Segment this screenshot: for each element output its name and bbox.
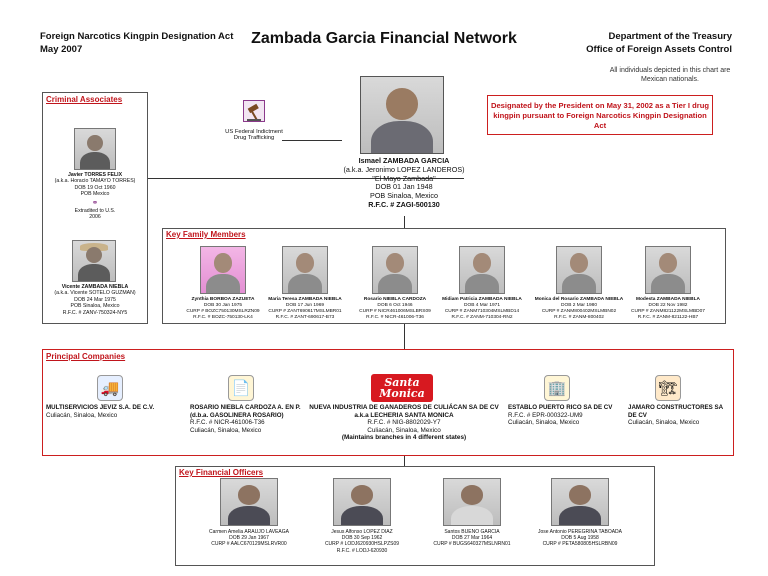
principal-rfc: R.F.C. # ZAGI-500130 [368,199,440,209]
connector-principal-down [404,216,405,228]
company-1 [46,404,196,419]
officer-curp: CURP # BUGS640327MSLNRN01 [433,541,511,548]
company-location: Culiacán, Sinaloa, Mexico [367,426,441,434]
company-location: Culiacán, Sinaloa, Mexico [46,411,118,419]
company-5 [628,404,732,427]
company-2 [190,404,320,434]
officers-label: Key Financial Officers [179,468,264,477]
company-4 [508,404,618,427]
officer-photo [551,478,609,526]
associate-caption-1 [44,172,146,220]
officer-name: Jesus Alfonso LOPEZ DIAZ [331,529,393,535]
officer-photo [333,478,391,526]
officer-curp: CURP # LODJ620930HSLPZS09 [324,541,400,548]
principal-aka: (a.k.a. Jeronimo LOPEZ LANDEROS) [343,164,465,174]
family-dob: DOB 30 Jan 1975 [203,303,243,308]
office-name: Office of Foreign Assets Control [586,44,732,55]
truck-icon: 🚚 [97,375,123,401]
officer-dob: DOB 5 Aug 1958 [561,535,599,542]
family-curp: CURP # NICR461006MSLBRS09 [359,309,431,314]
company-dba: (d.b.a. GASOLINERA ROSARIO) [190,411,284,419]
officer-photo [220,478,278,526]
principal-photo [360,76,444,154]
company-name: JAMARO CONSTRUCTORES SA DE CV [628,404,723,419]
construction-icon: 🏗 [655,375,681,401]
associate-name: Vicente ZAMBADA NIEBLA [61,284,129,290]
document-icon: 📄 [228,375,254,401]
company-aka: a.k.a LECHERIA SANTA MONICA [354,411,454,419]
handcuffs-icon: ⚭ [91,197,99,207]
family-caption [436,297,528,321]
chart-title: Zambada Garcia Financial Network [251,30,517,47]
designation-callout: Designated by the President on May 31, 2002 as a Tier I drug kingpin pursuant to Foreign Narcotics Kingpin Designation Act [487,95,713,135]
officer-name: Jose Antonio PEREGRINA TABOADA [537,529,623,535]
associate-pob: POB Mexico [80,191,110,198]
associate-photo-1 [74,128,116,170]
family-rfc: R.F.C. # NICR-461006-T36 [366,315,424,320]
family-caption [531,297,627,321]
family-curp: CURP # BOZC750130MSLRZN09 [186,309,260,314]
family-name: Rosario NIEBLA CARDOZA [363,297,427,302]
family-photo [645,246,691,294]
company-rfc: R.F.C. # NIG-8802029-Y7 [367,419,441,427]
officer-caption [312,529,412,554]
principal-dob: DOB 01 Jan 1948 [375,182,433,192]
connector-center-spine [404,324,405,349]
family-name: Zynthia BORBOA ZAZUETA [191,297,255,302]
header-right [586,30,732,56]
act-name: Foreign Narcotics Kingpin Designation Act [40,31,234,42]
family-curp: CURP # ZANT690617MSLMBR01 [268,309,342,314]
company-rfc: R.F.C. # EPR-000322-UM9 [508,411,583,419]
family-name: Modesta ZAMBADA NIEBLA [635,297,701,302]
family-rfc: R.F.C. # ZANM-821122-HB7 [637,315,699,320]
officer-dob: DOB 29 Jan 1967 [229,535,269,542]
principal-caption [320,157,488,210]
officer-rfc: R.F.C. # LODJ-620930 [336,547,388,554]
principal-nickname: "El Mayo Zambada" [372,173,436,183]
company-3 [306,404,502,442]
associate-aka: (a.k.a. Horacio TAMAYO TORRES) [54,178,136,185]
indictment-caption [214,129,294,142]
connector-companies-officers [404,456,405,466]
officer-caption [530,529,630,548]
company-location: Culiacán, Sinaloa, Mexico [508,419,580,427]
associate-rfc: R.F.C. # ZANV-750324-NY5 [62,309,128,316]
associate-pob: POB Sinaloa, Mexico [70,303,120,310]
criminal-associates-label: Criminal Associates [46,95,123,104]
principal-pob: POB Sinaloa, Mexico [370,191,438,201]
officer-curp: CURP # AALC670129MSLRVR00 [211,541,287,548]
family-photo [459,246,505,294]
associate-aka: (a.k.a. Vicente SOTELO GUZMAN) [54,290,136,297]
company-rfc: R.F.C. # NICR-461006-T36 [190,419,265,427]
family-caption [262,297,348,321]
officer-curp: CURP # PETA580805HSLRBN09 [542,541,618,548]
associate-status: Extradited to U.S. [74,207,116,214]
family-rfc: R.F.C. # ZANM-800402 [554,315,604,320]
associate-dob: DOB 19 Oct 1960 [74,184,116,191]
indictment-line1: US Federal Indictment [225,129,283,135]
company-location: Culiacán, Sinaloa, Mexico [628,419,700,427]
gavel-icon [243,100,265,122]
family-caption [180,297,266,321]
family-name: Maria Teresa ZAMBADA NIEBLA [268,297,342,302]
indictment-line2: Drug Trafficking [233,135,275,142]
family-name: Midiam Patricia ZAMBADA NIEBLA [442,297,522,302]
family-rfc: R.F.C. # ZANM-710304-RN2 [451,315,513,320]
officer-caption [199,529,299,548]
family-label: Key Family Members [166,230,246,239]
company-name: ESTABLO PUERTO RICO SA DE CV [508,404,613,411]
family-name: Monica del Rosario ZAMBADA NIEBLA [534,297,624,302]
agency-name: Department of the Treasury [608,31,732,42]
family-photo [556,246,602,294]
act-date: May 2007 [40,44,83,55]
companies-label: Principal Companies [46,352,126,361]
family-curp: CURP # ZANM710304MSLMBD14 [444,309,520,314]
family-rfc: R.F.C. # BOZC-750130-LK4 [193,315,253,320]
company-location: Culiacán, Sinaloa, Mexico [190,426,262,434]
officer-dob: DOB 30 Sep 1962 [341,535,383,542]
family-photo [372,246,418,294]
company-name: ROSARIO NIEBLA CARDOZA A. EN P. [190,404,301,411]
officer-caption [422,529,522,548]
family-dob: DOB 17 Jun 1969 [285,303,325,308]
family-photo [282,246,328,294]
officer-photo [443,478,501,526]
associate-status-year: 2006 [89,214,101,221]
family-rfc: R.F.C. # ZANT-690617-B73 [275,315,335,320]
family-dob: DOB 22 Nov 1982 [648,303,688,308]
associate-dob: DOB 24 Mar 1975 [74,296,116,303]
family-caption [625,297,711,321]
santa-monica-logo: Santa Monica [371,374,433,402]
associate-caption-2 [44,284,146,316]
associate-photo-2 [72,240,116,282]
officer-name: Carmen Amelia ARAUJO LAVEAGA [209,529,289,535]
building-icon: 🏢 [544,375,570,401]
family-caption [352,297,438,321]
family-curp: CURP # ZANM800402MSLMBN02 [541,309,617,314]
officer-dob: DOB 27 Mar 1964 [451,535,493,542]
family-dob: DOB 2 Mar 1980 [561,303,597,308]
nationality-note: All individuals depicted in this chart are Mexican nationals. [609,67,731,83]
company-name: MULTISERVICIOS JEVIZ S.A. DE C.V. [46,404,155,411]
associate-name: Javier TORRES FELIX [67,172,123,178]
family-curp: CURP # ZANM821122MSLMBD07 [631,309,705,314]
family-photo [200,246,246,294]
principal-name: Ismael ZAMBADA GARCIA [358,156,450,165]
officer-name: Santos BUENO GARCIA [444,529,500,535]
company-branches: (Maintains branches in 4 different states) [341,434,467,442]
family-dob: DOB 6 Oct 1946 [377,303,413,308]
company-name: NUEVA INDUSTRIA DE GANADEROS DE CULIÁCAN SA DE CV [309,404,499,411]
family-dob: DOB 4 Mar 1971 [464,303,500,308]
